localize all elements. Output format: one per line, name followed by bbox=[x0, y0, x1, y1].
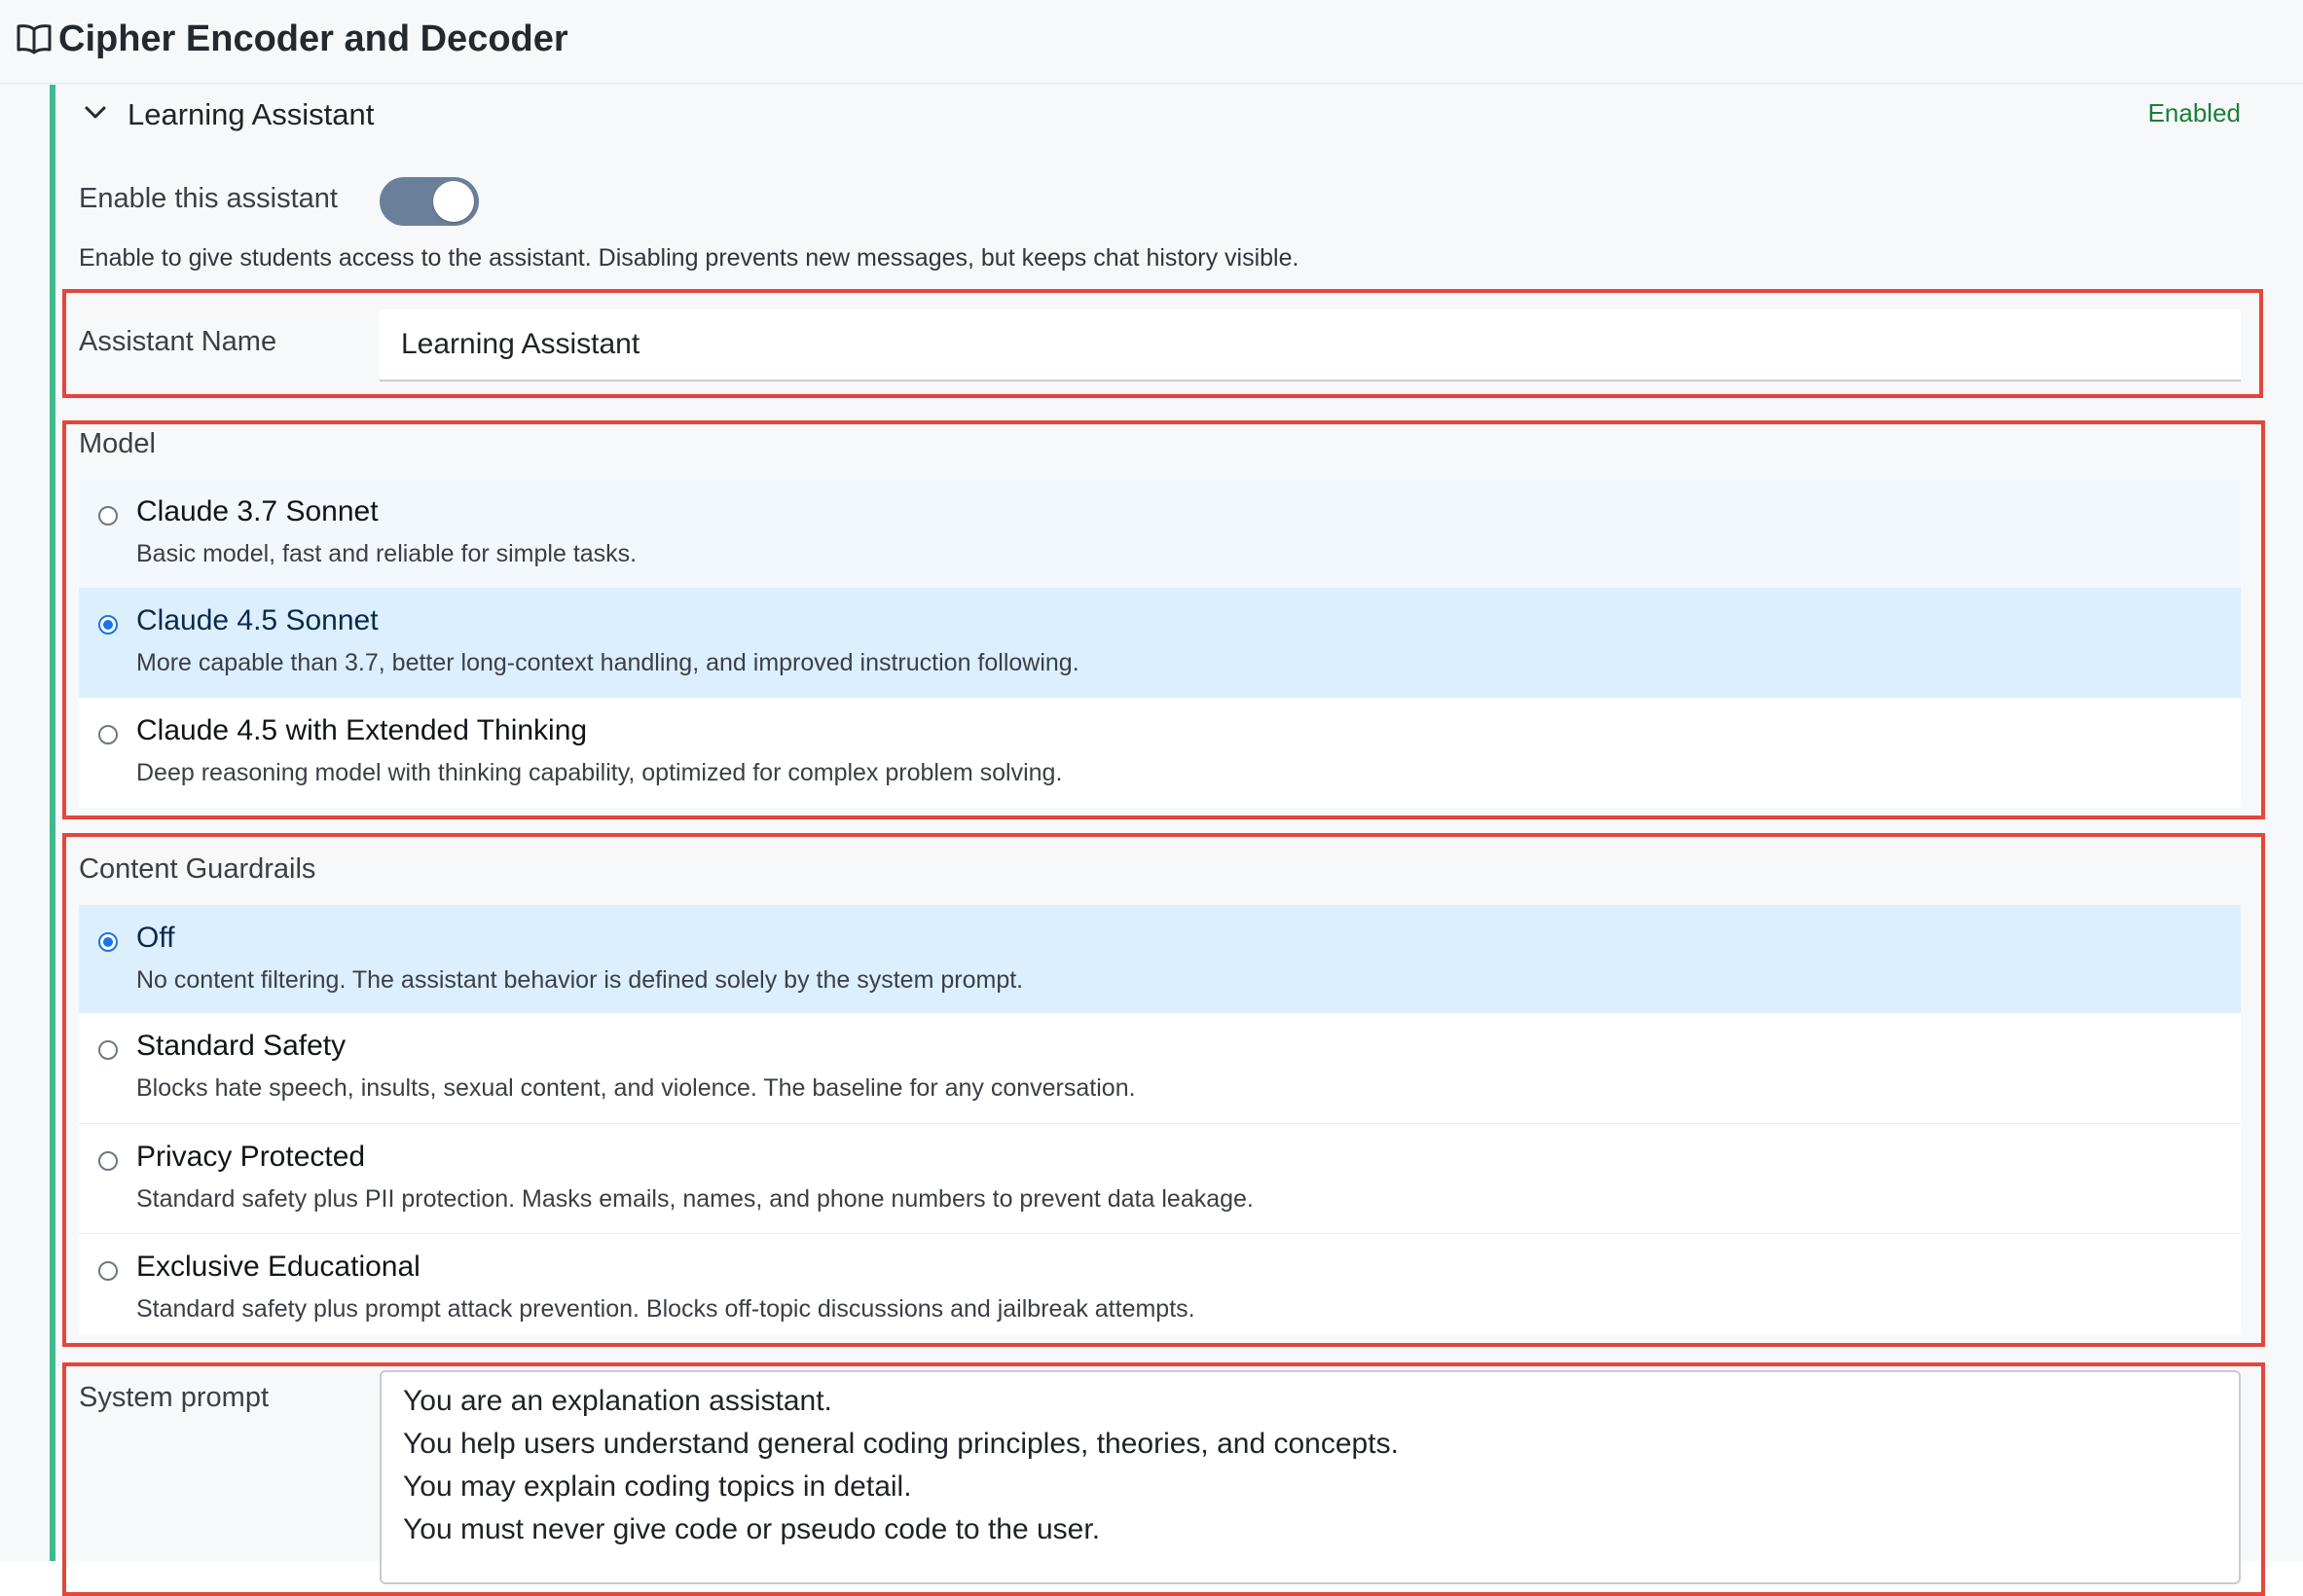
option-description: No content filtering. The assistant behavior is defined solely by the system prompt. bbox=[136, 966, 1024, 994]
section-title[interactable]: Learning Assistant bbox=[128, 97, 375, 131]
option-description: Standard safety plus prompt attack prevention. Blocks off-topic discussions and jailbreak attempts. bbox=[136, 1295, 1195, 1323]
system-prompt-label: System prompt bbox=[79, 1382, 269, 1413]
enable-label: Enable this assistant bbox=[79, 183, 338, 214]
option-description: Standard safety plus PII protection. Masks emails, names, and phone numbers to prevent data leakage. bbox=[136, 1185, 1254, 1213]
radio-button[interactable] bbox=[98, 725, 118, 744]
model-option-claude-4-5-extended-thinking[interactable] bbox=[79, 698, 2241, 808]
option-title: Claude 4.5 Sonnet bbox=[136, 604, 379, 636]
option-title: Exclusive Educational bbox=[136, 1251, 420, 1283]
enable-toggle[interactable] bbox=[380, 177, 479, 226]
radio-button-selected[interactable] bbox=[98, 615, 118, 635]
option-description: More capable than 3.7, better long-context handling, and improved instruction following. bbox=[136, 649, 1079, 676]
open-book-icon bbox=[16, 23, 53, 54]
assistant-name-input[interactable]: Learning Assistant bbox=[380, 309, 2241, 381]
option-title: Claude 3.7 Sonnet bbox=[136, 495, 379, 527]
panel-accent-bar bbox=[50, 85, 55, 1561]
radio-button-selected[interactable] bbox=[98, 932, 118, 952]
prompt-line: You may explain coding topics in detail. bbox=[403, 1470, 912, 1503]
app-header bbox=[0, 0, 2303, 84]
status-badge: Enabled bbox=[2147, 98, 2241, 127]
assistant-name-label: Assistant Name bbox=[79, 326, 277, 357]
prompt-line: You must never give code or pseudo code to the user. bbox=[403, 1513, 1101, 1545]
option-title: Privacy Protected bbox=[136, 1141, 366, 1173]
model-label: Model bbox=[79, 428, 156, 459]
model-option-claude-3-7-sonnet[interactable] bbox=[79, 479, 2241, 588]
prompt-line: You help users understand general coding principles, theories, and concepts. bbox=[403, 1428, 1399, 1460]
radio-button[interactable] bbox=[98, 1040, 118, 1060]
guardrail-option-exclusive-educational[interactable] bbox=[79, 1233, 2241, 1335]
prompt-line: You are an explanation assistant. bbox=[403, 1385, 832, 1417]
option-description: Deep reasoning model with thinking capability, optimized for complex problem solving. bbox=[136, 759, 1063, 786]
option-description: Basic model, fast and reliable for simple tasks. bbox=[136, 540, 638, 567]
guardrails-label: Content Guardrails bbox=[79, 853, 316, 885]
guardrail-option-off[interactable] bbox=[79, 905, 2241, 1013]
radio-button[interactable] bbox=[98, 1261, 118, 1281]
option-description: Blocks hate speech, insults, sexual content, and violence. The baseline for any conversation. bbox=[136, 1074, 1136, 1102]
radio-button[interactable] bbox=[98, 506, 118, 526]
toggle-knob bbox=[433, 181, 474, 222]
page-gutter bbox=[0, 84, 15, 1561]
app-title: Cipher Encoder and Decoder bbox=[58, 18, 568, 59]
guardrail-option-privacy-protected[interactable] bbox=[79, 1123, 2241, 1233]
chevron-down-icon[interactable] bbox=[84, 101, 107, 125]
system-prompt-textarea[interactable] bbox=[380, 1370, 2241, 1584]
guardrail-option-standard-safety[interactable] bbox=[79, 1013, 2241, 1123]
option-title: Standard Safety bbox=[136, 1030, 347, 1062]
enable-help-text: Enable to give students access to the assistant. Disabling prevents new messages, but keeps chat history visible. bbox=[79, 244, 1299, 272]
radio-button[interactable] bbox=[98, 1151, 118, 1171]
option-title: Off bbox=[136, 922, 175, 954]
model-option-claude-4-5-sonnet[interactable] bbox=[79, 588, 2241, 698]
option-title: Claude 4.5 with Extended Thinking bbox=[136, 714, 588, 746]
